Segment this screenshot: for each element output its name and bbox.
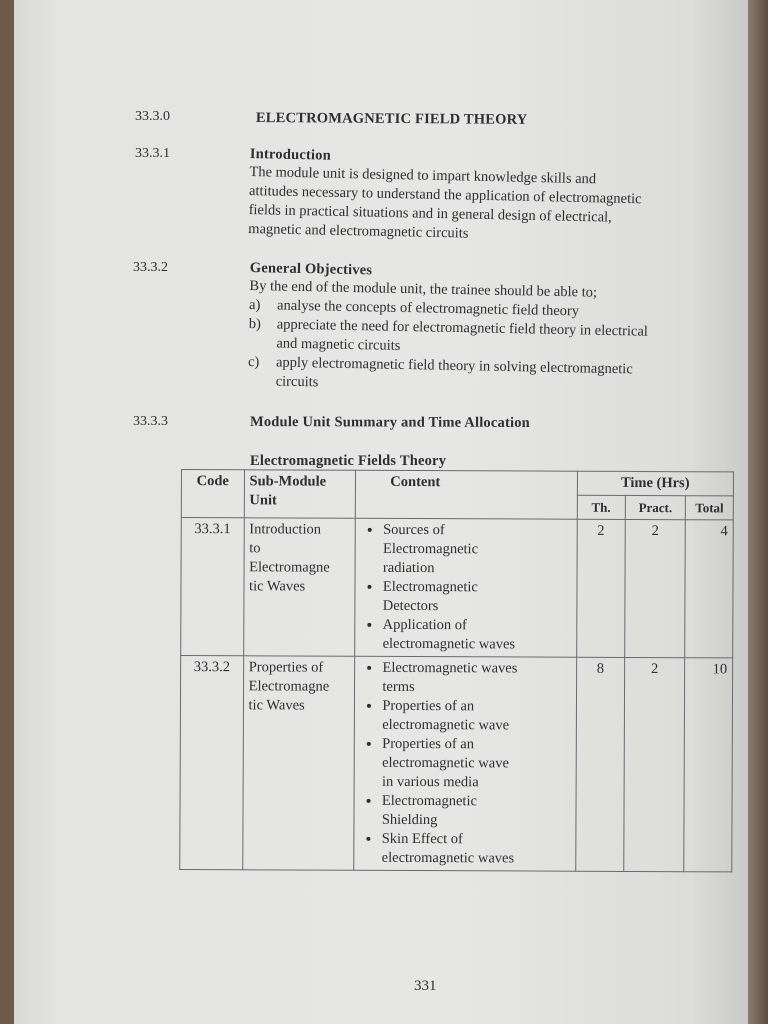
section-number-33-3-0: 33.3.0 — [135, 109, 170, 124]
objective-text-c — [275, 354, 632, 399]
row-2-item-1-line-2: terms — [382, 678, 415, 696]
row-2-item-1-line-1: Electromagnetic waves — [382, 659, 518, 677]
objective-text-a: analyse the concepts of electromagnetic field theory — [276, 297, 580, 320]
header-sub-module — [244, 470, 356, 518]
introduction-line-4: magnetic and electromagnetic circuits — [248, 220, 469, 242]
list-item — [382, 792, 570, 831]
objective-label-a: a) — [248, 296, 261, 314]
row-2-total: 10 — [684, 658, 733, 872]
row-2-content — [354, 656, 576, 871]
header-total: Total — [686, 496, 734, 520]
table-header-row — [181, 470, 733, 496]
row-1-item-2-line-1: Electromagnetic — [382, 578, 478, 596]
section-number-33-3-1: 33.3.1 — [135, 146, 170, 161]
section-number-33-3-2: 33.3.2 — [133, 260, 168, 275]
module-summary-table — [179, 469, 734, 872]
header-sub-module-line-1: Sub-Module — [249, 473, 327, 490]
objective-text-c-line-1: apply electromagnetic field theory in solving electromagnetic — [275, 354, 633, 378]
row-2-code: 33.3.2 — [180, 656, 244, 870]
objective-text-b-line-2: and magnetic circuits — [276, 335, 401, 354]
general-objectives-heading: General Objectives — [249, 260, 373, 279]
list-item — [382, 659, 570, 698]
general-objectives-section — [247, 260, 719, 400]
list-item — [383, 578, 571, 617]
row-2-item-4-line-1: Electromagnetic — [381, 792, 477, 810]
introduction-line-3: fields in practical situations and in general design of electrical, — [248, 201, 612, 226]
row-2-sub-line-2: Electromagne — [248, 678, 330, 695]
row-1-item-3-line-2: electromagnetic waves — [382, 635, 516, 653]
introduction-heading: Introduction — [249, 146, 332, 164]
module-summary-heading: Module Unit Summary and Time Allocation — [249, 414, 530, 431]
introduction-line-1: The module unit is designed to impart knowledge skills and — [249, 163, 597, 188]
header-time: Time (Hrs) — [577, 471, 733, 496]
row-2-item-3-line-2: electromagnetic wave — [382, 754, 509, 772]
list-item — [383, 616, 571, 655]
row-2-item-3-line-3: in various media — [381, 773, 479, 791]
table-caption: Electromagnetic Fields Theory — [250, 453, 447, 469]
row-2-pract: 2 — [624, 657, 685, 871]
row-1-item-1-line-1: Sources of — [383, 521, 445, 539]
objective-item-c — [247, 353, 718, 400]
row-2-item-5-line-1: Skin Effect of — [381, 830, 463, 848]
row-2-content-list — [360, 659, 571, 869]
row-1-item-1-line-2: Electromagnetic — [382, 540, 479, 558]
row-1-sub-module — [243, 518, 355, 656]
introduction-section — [248, 146, 720, 249]
row-2-sub-module — [242, 656, 355, 870]
row-1-item-3-line-1: Application of — [382, 616, 467, 634]
row-2-item-4-line-2: Shielding — [381, 811, 438, 829]
list-item — [382, 735, 571, 793]
row-2-item-2-line-1: Properties of an — [382, 697, 475, 715]
row-1-sub-line-1: Introduction — [249, 521, 322, 538]
page-number: 331 — [414, 978, 437, 994]
row-2-sub-line-1: Properties of — [248, 659, 324, 676]
introduction-line-2: attitudes necessary to understand the application of electromagnetic — [248, 182, 642, 208]
table-row — [181, 518, 734, 658]
row-2-item-5-line-2: electromagnetic waves — [381, 849, 515, 867]
row-2-sub-line-3: tic Waves — [248, 697, 305, 714]
header-code: Code — [181, 470, 244, 518]
section-heading-electromagnetic-field-theory: ELECTROMAGNETIC FIELD THEORY — [255, 110, 528, 128]
row-1-th: 2 — [576, 519, 625, 657]
row-1-sub-line-4: tic Waves — [249, 578, 306, 595]
book-edge — [748, 0, 768, 1024]
row-2-item-2-line-2: electromagnetic wave — [382, 716, 510, 734]
row-1-item-1-line-3: radiation — [382, 559, 435, 577]
document-page — [14, 0, 750, 1024]
objective-label-b: b) — [248, 315, 262, 333]
list-item — [383, 521, 572, 579]
row-2-th: 8 — [575, 657, 624, 871]
header-content: Content — [356, 470, 577, 519]
row-1-content-list — [361, 521, 572, 655]
header-th: Th. — [577, 495, 625, 519]
header-sub-module-line-2: Unit — [249, 492, 277, 509]
objective-text-c-line-2: circuits — [275, 373, 319, 391]
general-objectives-intro: By the end of the module unit, the trainee should be able to; — [249, 277, 598, 301]
row-1-item-2-line-2: Detectors — [382, 597, 439, 615]
list-item — [382, 697, 570, 736]
list-item — [382, 830, 570, 869]
objective-text-b-line-1: appreciate the need for electromagnetic field theory in electrical — [276, 316, 649, 340]
row-1-content — [355, 518, 577, 657]
section-number-33-3-3: 33.3.3 — [133, 414, 168, 429]
row-1-code: 33.3.1 — [181, 518, 244, 656]
objective-label-c: c) — [247, 353, 260, 371]
row-1-total: 4 — [685, 520, 733, 658]
table-row — [180, 656, 733, 872]
row-2-item-3-line-1: Properties of an — [382, 735, 475, 753]
row-1-sub-line-2: to — [249, 540, 261, 557]
row-1-sub-line-3: Electromagne — [249, 559, 330, 576]
header-pract: Pract. — [625, 495, 686, 519]
row-1-pract: 2 — [624, 519, 685, 657]
